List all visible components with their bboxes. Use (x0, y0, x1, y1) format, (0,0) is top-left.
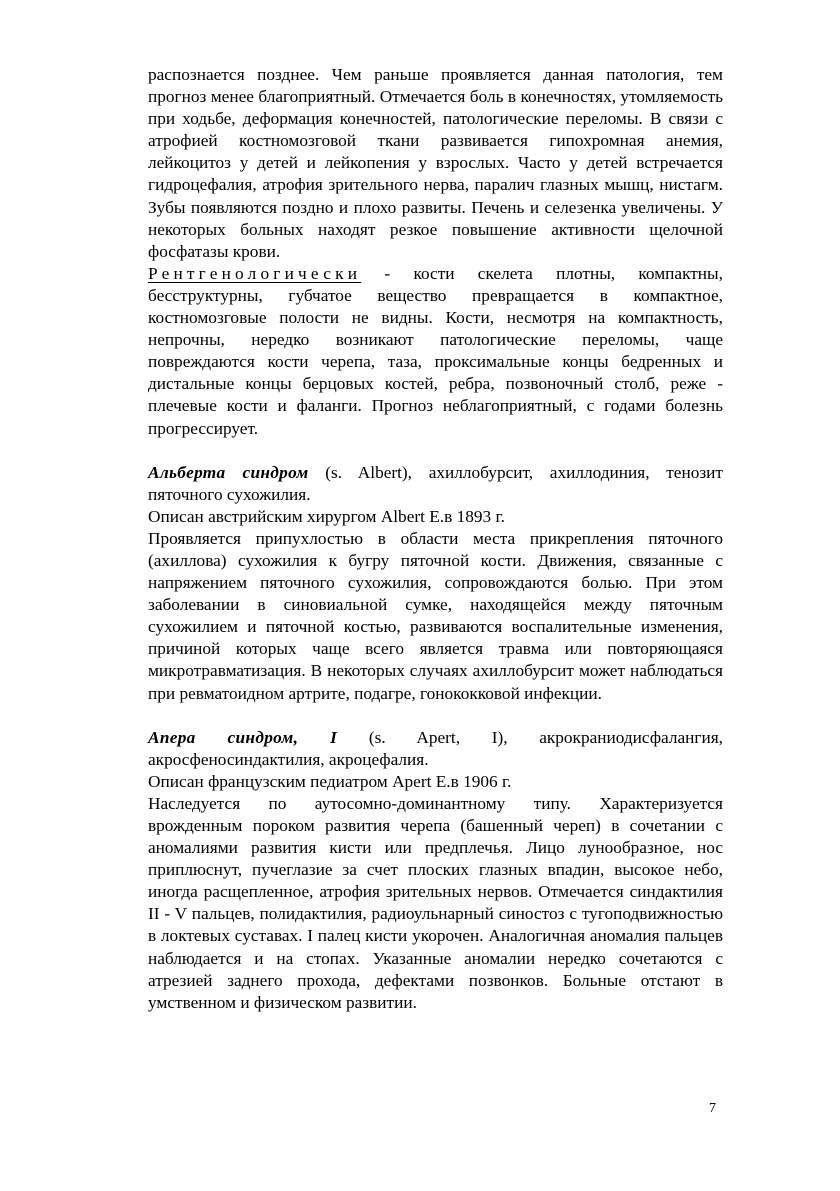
entry-albert-heading (148, 462, 723, 506)
entry-albert-described: Описан австрийским хирургом Albert E.в 1893 г. (148, 506, 505, 526)
entry-apert-body: Наследуется по аутосомно-доминантному типу. Характеризуется врожденным пороком развития черепа (башенный череп) в сочетании с аномалиями развития кисти или предплечья. Лицо лунообразное, нос приплюснут, пучеглазие за счет плоских глазных впадин, высокое небо, иногда расщепленное, атрофия зрительных нервов. Отмечается синдактилия II - V пальцев, полидактилия, радиоульнарный синостоз с тугоподвижностью в локтевых суставах. I палец кисти укорочен. Аналогичная аномалия пальцев наблюдается и на стопах. Указанные аномалии нередко сочетаются с атрезией заднего прохода, дефектами позвонков. Больные отстают в умственном и физическом развитии. (148, 793, 723, 1012)
entry-apert-heading (148, 727, 723, 771)
xray-paragraph (148, 263, 723, 440)
entry-apert-described: Описан французским педиатром Apert E.в 1906 г. (148, 771, 512, 791)
xray-label: Рентгенологически (148, 263, 362, 283)
entry-albert-term: Альберта синдром (148, 462, 309, 482)
xray-text: - кости скелета плотны, компактны, бесструктурны, губчатое вещество превращается в компактное, костномозговые полости не видны. Кости, несмотря на компактность, непрочны, нередко возникают патологические переломы, чаще повреждаются кости черепа, таза, проксимальные концы бедренных и дистальные концы берцовых костей, ребра, позвоночный столб, реже - плечевые кости и фаланги. Прогноз неблагоприятный, с годами болезнь прогрессирует. (148, 263, 723, 438)
section-spacer (148, 705, 723, 727)
entry-apert-term: Апера синдром, I (148, 727, 338, 747)
page-number: 7 (709, 1101, 716, 1116)
entry-albert-synonyms: (s. Albert), ахиллобурсит, ахиллодиния, тенозит пяточного сухожилия. (148, 462, 723, 504)
entry-albert-body: Проявляется припухлостью в области места прикрепления пяточного (ахиллова) сухожилия к бугру пяточной кости. Движения, связанные с напряжением пяточного сухожилия, сопровождаются болью. При этом заболевании в синовиальной сумке, находящейся между пяточным сухожилием и пяточной костью, развиваются воспалительные изменения, причиной которых чаще всего является травма или повторяющаяся микротравматизация. В некоторых случаях ахиллобурсит может наблюдаться при ревматоидном артрите, подагре, гонококковой инфекции. (148, 528, 723, 703)
continuation-paragraph: распознается позднее. Чем раньше проявляется данная патология, тем прогноз менее благоприятный. Отмечается боль в конечностях, утомляемость при ходьбе, деформация конечностей, патологические переломы. В связи с атрофией костномозговой ткани развивается гипохромная анемия, лейкоцитоз у детей и лейкопения у взрослых. Часто у детей встречается гидроцефалия, атрофия зрительного нерва, паралич глазных мышц, нистагм. Зубы появляются поздно и плохо развиты. Печень и селезенка увеличены. У некоторых больных находят резкое повышение активности щелочной фосфатазы крови. (148, 65, 723, 261)
section-spacer (148, 440, 723, 462)
page-body (148, 64, 723, 1014)
entry-apert-synonyms: (s. Apert, I), акрокраниодисфалангия, акросфеносиндактилия, акроцефалия. (148, 727, 723, 769)
